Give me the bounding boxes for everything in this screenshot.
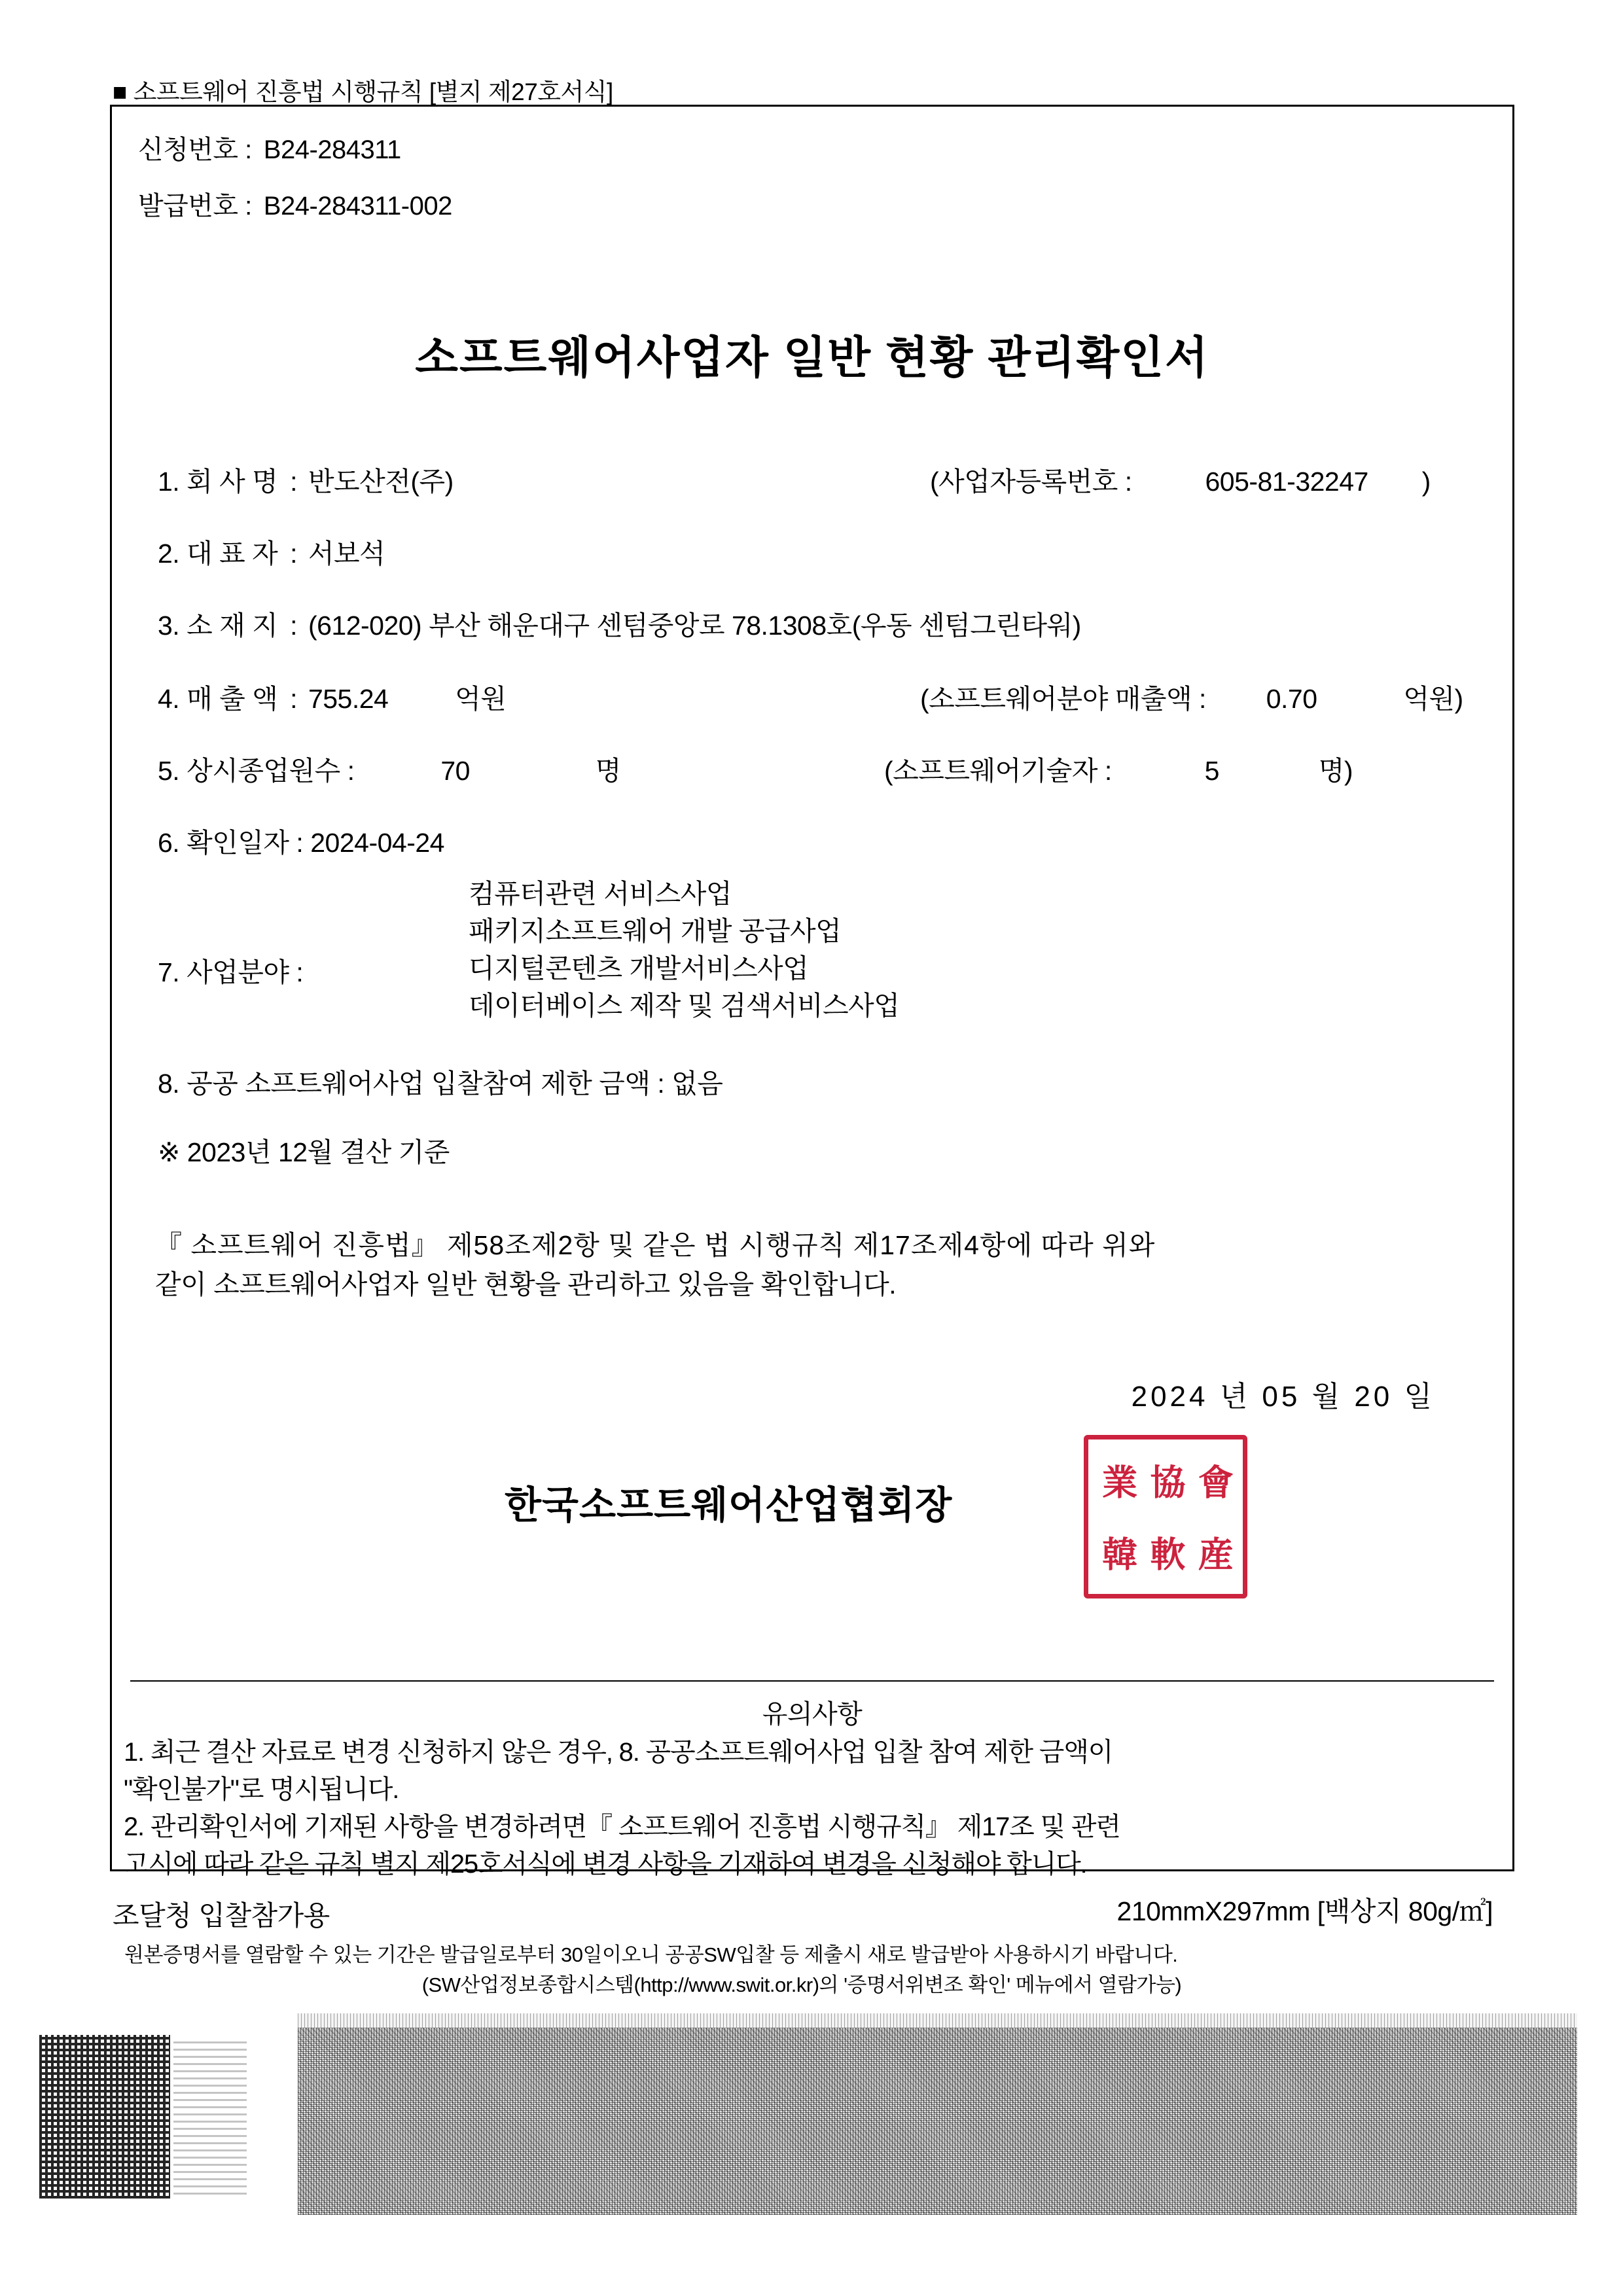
field-business-area — [158, 951, 303, 989]
application-number-row — [138, 129, 401, 166]
notice-item1-line1: 1. 최근 결산 자료로 변경 신청하지 않은 경우, 8. 공공소프트웨어사업 입찰 참여 제한 금액이 — [124, 1738, 1113, 1767]
business-reg-number-label: (사업자등록번호 : — [930, 467, 1132, 497]
legal-statement — [155, 1226, 1464, 1304]
notice-title: 유의사항 — [762, 1700, 863, 1729]
field-sales-unit: 억원 — [455, 684, 507, 714]
field-sales-colon: : — [290, 684, 298, 714]
issue-date: 2024 년 05 월 20 일 — [1131, 1381, 1435, 1413]
issue-number-label: 발급번호 : — [138, 192, 252, 221]
field-sales-index: 4. — [158, 684, 180, 714]
field-company-index: 1. — [158, 467, 180, 497]
notice-divider — [130, 1680, 1494, 1682]
issue-number-value: B24-284311-002 — [263, 192, 452, 221]
application-number-label: 신청번호 : — [138, 135, 252, 164]
field-employees-unit: 명 — [595, 756, 621, 786]
field-ceo-index: 2. — [158, 539, 180, 569]
field-bid-limit-label: 공공 소프트웨어사업 입찰참여 제한 금액 : — [187, 1069, 665, 1099]
legal-statement-line1: 『 소프트웨어 진흥법』 제58조제2항 및 같은 법 시행규칙 제17조제4항에 따라 위와 — [155, 1230, 1156, 1260]
field-sales-label: 매 출 액 — [187, 684, 278, 714]
field-sw-sales — [920, 677, 1463, 716]
field-company — [158, 460, 454, 499]
field-business-area-label: 사업분야 : — [187, 957, 304, 987]
seal-glyph: 韓 — [1096, 1536, 1139, 1570]
seal-glyph: 業 — [1096, 1464, 1139, 1498]
sw-engineers-value: 5 — [1204, 756, 1219, 786]
issue-number-row — [138, 185, 452, 222]
field-bid-limit-value: 없음 — [671, 1069, 723, 1099]
field-ceo-colon: : — [290, 539, 298, 569]
footer-note-line2: (SW산업정보종합시스템(http://www.swit.or.kr)의 '증명서위변조 확인' 메뉴에서 열람가능) — [421, 1973, 1182, 1996]
field-employees-value: 70 — [440, 756, 470, 786]
field-employees-index: 5. — [158, 756, 180, 786]
field-sales-value: 755.24 — [308, 684, 389, 714]
business-area-item: 디지털콘텐츠 개발서비스사업 — [469, 953, 809, 983]
field-sw-engineers — [884, 749, 1353, 788]
field-sales — [158, 677, 506, 716]
business-area-item: 컴퓨터관련 서비스사업 — [469, 879, 732, 909]
official-seal-stamp — [1084, 1435, 1247, 1598]
form-reference: ■ 소프트웨어 진흥법 시행규칙 [별지 제27호서식] — [113, 79, 613, 105]
business-reg-number-value: 605-81-32247 — [1205, 467, 1368, 497]
seal-glyph-grid — [1095, 1446, 1236, 1587]
field-ceo — [158, 532, 385, 571]
field-employees — [158, 749, 621, 788]
barcode-side-pattern — [173, 2039, 247, 2195]
field-confirm-date-value: 2024-04-24 — [310, 828, 444, 858]
seal-glyph: 會 — [1192, 1464, 1235, 1498]
field-business-reg-number — [930, 460, 1431, 499]
notice-body — [124, 1734, 1505, 1883]
field-address-value: (612-020) 부산 해운대구 센텀중앙로 78.1308호(우동 센텀그린타워) — [308, 610, 1081, 641]
footer-purpose: 조달청 입찰참가용 — [113, 1900, 330, 1931]
footer-note-line1: 원본증명서를 열람할 수 있는 기간은 발급일로부터 30일이오니 공공SW입찰 등 제출시 새로 발급받아 사용하시기 바랍니다. — [124, 1943, 1178, 1966]
field-bid-limit — [158, 1062, 722, 1101]
field-address-label: 소 재 지 — [187, 610, 278, 641]
field-confirm-date — [158, 821, 444, 860]
datamatrix-barcode — [39, 2035, 249, 2199]
field-company-value: 반도산전(주) — [308, 467, 454, 497]
sw-engineers-unit: 명) — [1318, 756, 1353, 786]
field-company-label: 회 사 명 — [187, 467, 278, 497]
field-business-area-index: 7. — [158, 957, 180, 987]
business-area-item: 패키지소프트웨어 개발 공급사업 — [469, 916, 842, 946]
paper-spec: 210mmX297mm [백상지 80g/㎡] — [1116, 1896, 1493, 1926]
field-bid-limit-index: 8. — [158, 1069, 180, 1099]
legal-statement-line2: 같이 소프트웨어사업자 일반 현황을 관리하고 있음을 확인합니다. — [155, 1269, 897, 1299]
sw-sales-value: 0.70 — [1266, 684, 1317, 714]
seal-glyph: 産 — [1192, 1536, 1235, 1570]
sw-sales-unit: 억원) — [1403, 684, 1463, 714]
field-address-index: 3. — [158, 610, 180, 641]
seal-glyph: 軟 — [1145, 1536, 1186, 1570]
field-ceo-value: 서보석 — [308, 539, 385, 569]
field-ceo-label: 대 표 자 — [187, 539, 278, 569]
business-reg-number-close: ) — [1421, 467, 1431, 497]
field-company-colon: : — [290, 467, 298, 497]
settlement-note: ※ 2023년 12월 결산 기준 — [158, 1137, 450, 1167]
seal-glyph: 協 — [1145, 1464, 1186, 1498]
sw-engineers-label: (소프트웨어기술자 : — [884, 756, 1112, 786]
notice-item2-line1: 2. 관리확인서에 기재된 사항을 변경하려면『 소프트웨어 진흥법 시행규칙』 제17조 및 관련 — [124, 1812, 1120, 1841]
sw-sales-label: (소프트웨어분야 매출액 : — [920, 684, 1206, 714]
notice-item2-line2: 고시에 따라 같은 규칙 별지 제25호서식에 변경 사항을 기재하여 변경을 신청해야 합니다. — [124, 1850, 1087, 1879]
notice-item1-line2: "확인불가"로 명시됩니다. — [124, 1775, 399, 1804]
business-area-list — [469, 875, 899, 1025]
field-employees-label: 상시종업원수 : — [187, 756, 355, 786]
field-address — [158, 604, 1081, 643]
field-address-colon: : — [290, 610, 298, 641]
field-confirm-date-index: 6. — [158, 828, 180, 858]
field-confirm-date-label: 확인일자 : — [187, 828, 304, 858]
security-noise-strip — [298, 2025, 1577, 2215]
footer-note — [124, 1940, 1518, 2000]
barcode-dot-matrix — [39, 2035, 170, 2199]
application-number-value: B24-284311 — [263, 135, 401, 164]
business-area-item: 데이터베이스 제작 및 검색서비스사업 — [469, 991, 900, 1021]
signer-name: 한국소프트웨어산업협회장 — [505, 1484, 953, 1527]
page-title: 소프트웨어사업자 일반 현황 관리확인서 — [415, 333, 1209, 383]
